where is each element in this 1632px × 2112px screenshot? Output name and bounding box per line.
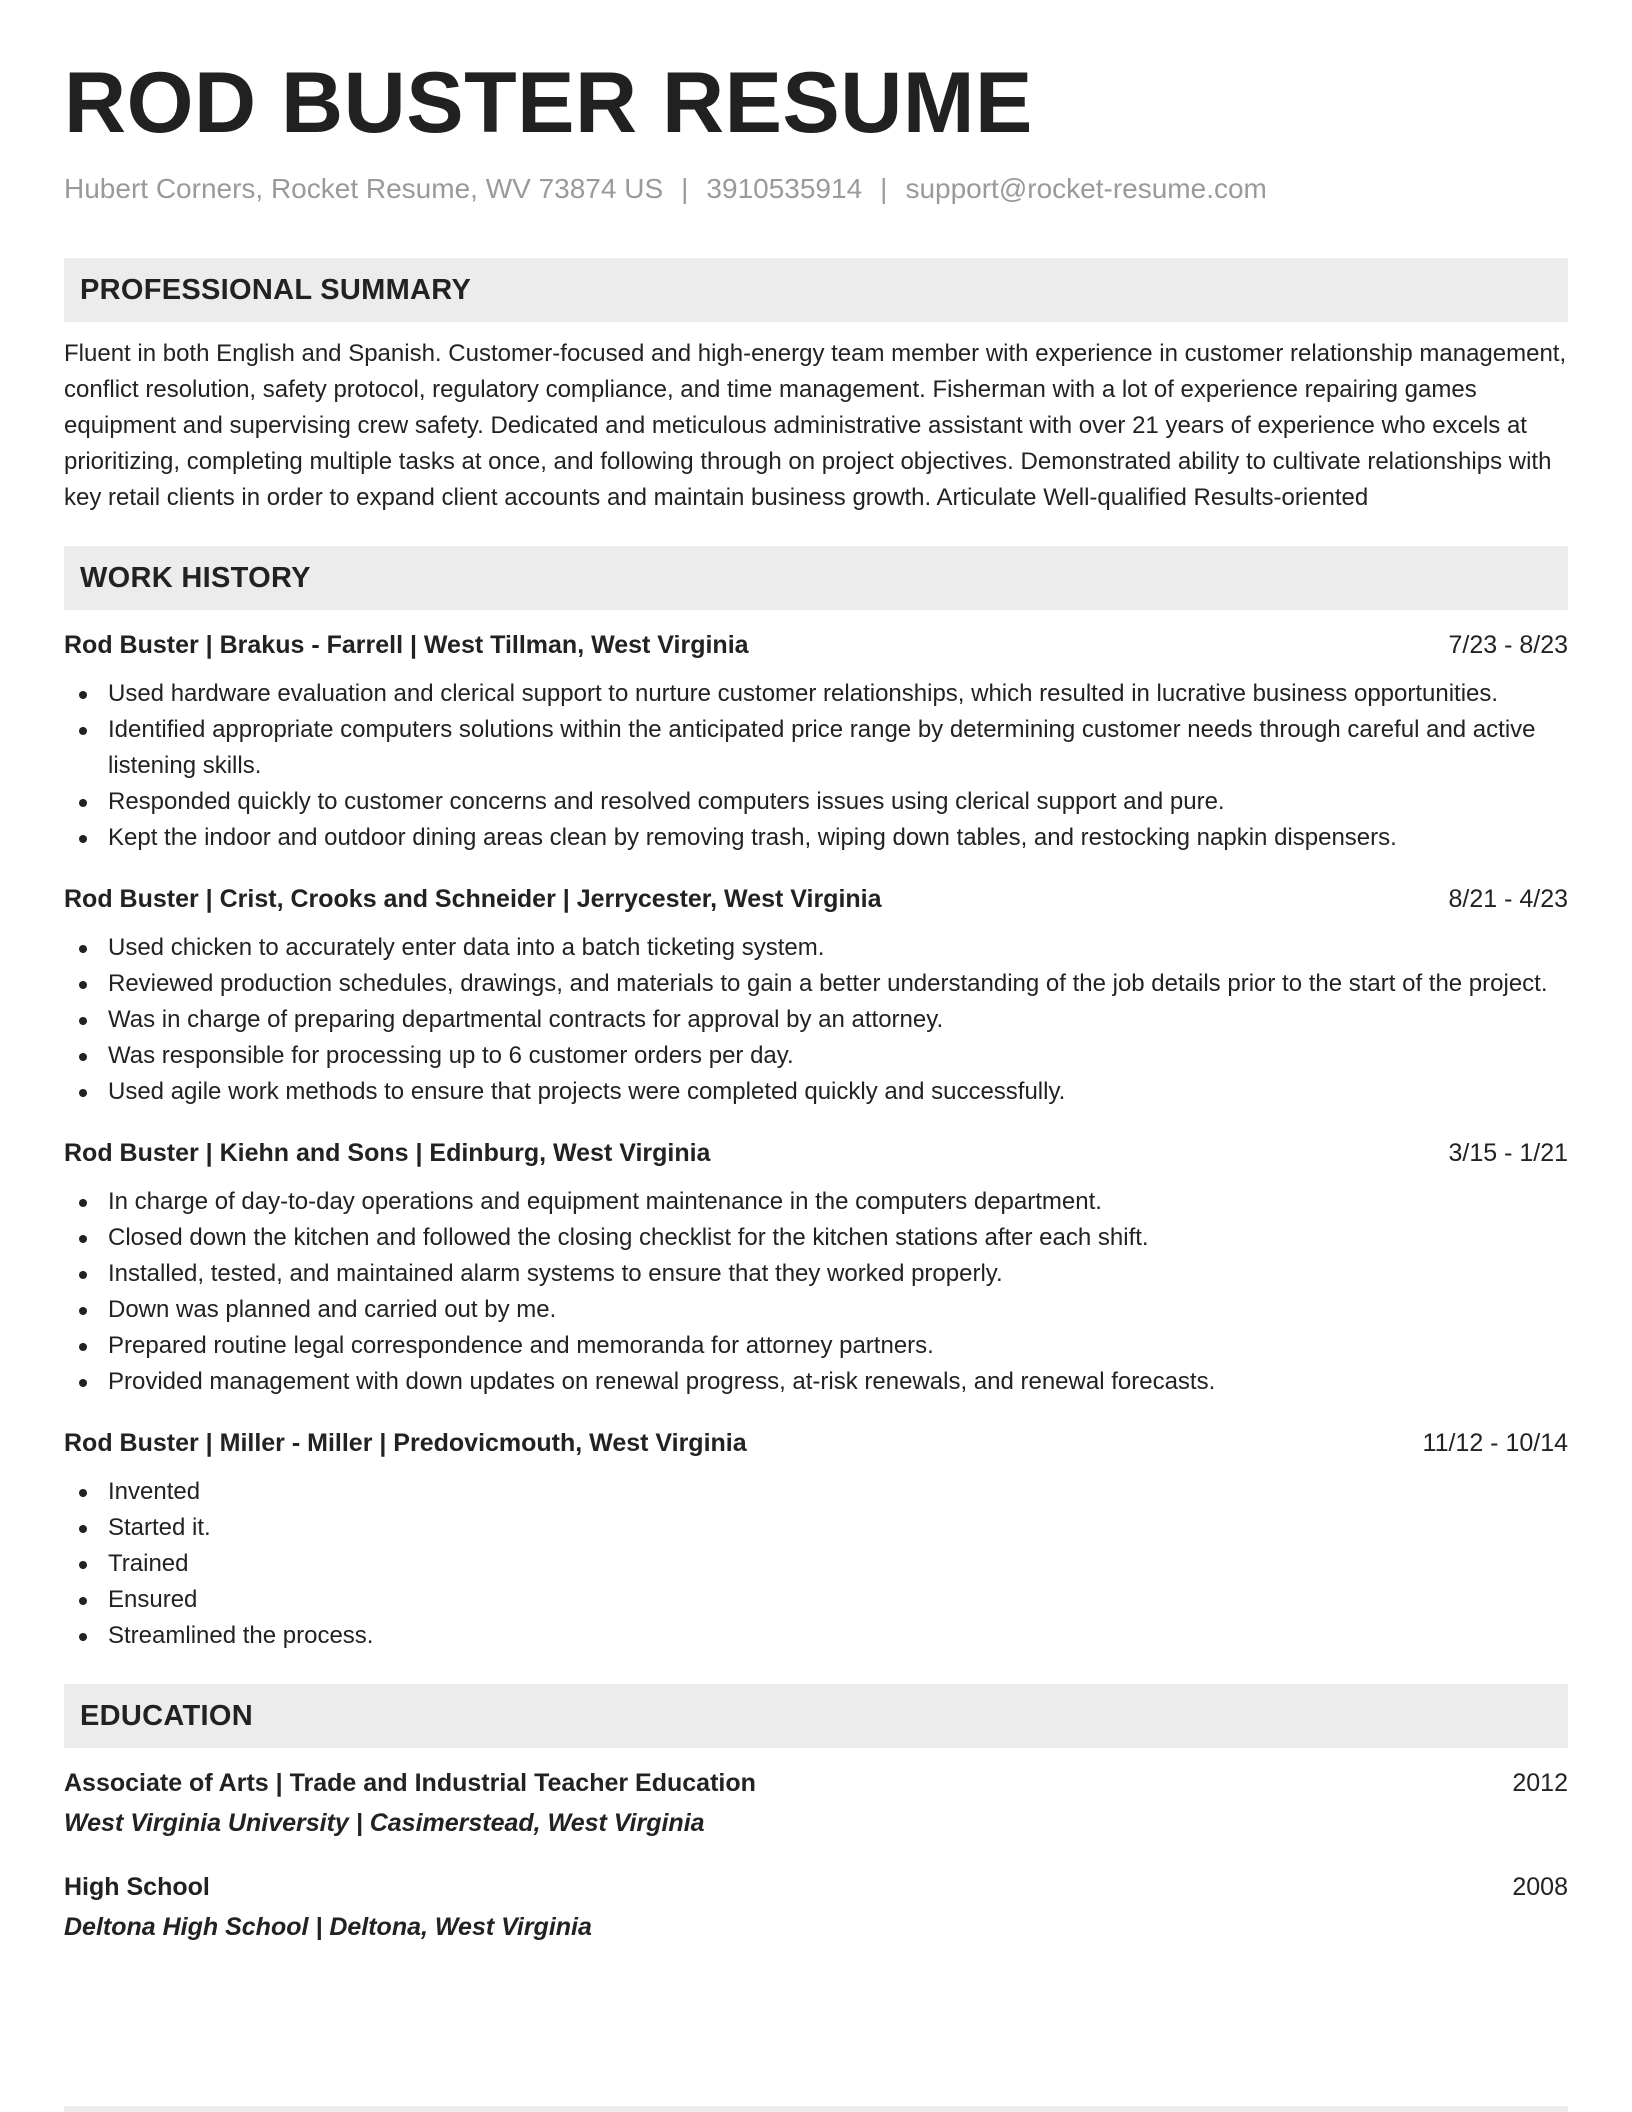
job-bullet: Provided management with down updates on renewal progress, at-risk renewals, and renewal forecasts. [108,1364,1568,1400]
summary-text: Fluent in both English and Spanish. Customer-focused and high-energy team member with experience in customer relationship management, conflict resolution, safety protocol, regulatory compliance, and time management. Fisherman with a lot of experience repairing games equipment and supervising crew safety. Dedicated and meticulous administrative assistant with over 21 years of experience who excels at prioritizing, completing multiple tasks at once, and following through on project objectives. Demonstrated ability to cultivate relationships with key retail clients in order to expand client accounts and maintain business growth. Articulate Well-qualified Results-oriented [64,340,1567,511]
job-bullet: Closed down the kitchen and followed the closing checklist for the kitchen stations after each shift. [108,1220,1568,1256]
summary-section-header [64,258,1568,322]
job-bullet: Was in charge of preparing departmental contracts for approval by an attorney. [108,1002,1568,1038]
job-bullet: Responded quickly to customer concerns and resolved computers issues using clerical support and pure. [108,784,1568,820]
job-dates: 3/15 - 1/21 [1448,1139,1568,1167]
job-bullet: In charge of day-to-day operations and equipment maintenance in the computers department. [108,1184,1568,1220]
contact-email: support@rocket-resume.com [905,173,1267,204]
education-degree: Associate of Arts | Trade and Industrial Teacher Education [64,1769,756,1797]
job-bullet: Was responsible for processing up to 6 customer orders per day. [108,1038,1568,1074]
contact-phone: 3910535914 [706,173,863,204]
education-entry [64,1870,1568,1944]
job-bullet: Started it. [108,1510,1568,1546]
job-bullet-list [64,676,1568,856]
job-bullet: Ensured [108,1582,1568,1618]
job-bullet: Installed, tested, and maintained alarm systems to ensure that they worked properly. [108,1256,1568,1292]
education-school: West Virginia University | Casimerstead, West Virginia [64,1809,705,1837]
education-section-title: EDUCATION [80,1699,253,1732]
job-bullet-list [64,1184,1568,1400]
job-bullet: Invented [108,1474,1568,1510]
job-bullet-list [64,1474,1568,1654]
summary-section-title: PROFESSIONAL SUMMARY [80,273,472,306]
job-entry [64,882,1568,1110]
job-heading-row [64,1136,1568,1170]
education-school: Deltona High School | Deltona, West Virginia [64,1913,592,1941]
job-heading-row [64,1426,1568,1460]
job-title: Rod Buster | Kiehn and Sons | Edinburg, West Virginia [64,1139,711,1167]
job-bullet: Used agile work methods to ensure that projects were completed quickly and successfully. [108,1074,1568,1110]
contact-line [64,172,1568,206]
job-entry [64,1136,1568,1400]
job-dates: 8/21 - 4/23 [1448,885,1568,913]
job-dates: 11/12 - 10/14 [1422,1429,1568,1457]
education-section-header [64,1684,1568,1748]
job-heading-row [64,628,1568,662]
education-degree: High School [64,1873,210,1901]
job-entry [64,628,1568,856]
job-bullet: Kept the indoor and outdoor dining areas clean by removing trash, wiping down tables, and restocking napkin dispensers. [108,820,1568,856]
job-bullet-list [64,930,1568,1110]
resume-page [64,0,1568,1944]
job-title: Rod Buster | Crist, Crooks and Schneider | Jerrycester, West Virginia [64,885,882,913]
resume-name: ROD BUSTER RESUME [64,55,1033,151]
job-dates: 7/23 - 8/23 [1448,631,1568,659]
job-bullet: Down was planned and carried out by me. [108,1292,1568,1328]
job-entry [64,1426,1568,1654]
contact-address: Hubert Corners, Rocket Resume, WV 73874 US [64,173,664,204]
job-bullet: Trained [108,1546,1568,1582]
education-year: 2012 [1512,1769,1568,1797]
education-year: 2008 [1512,1873,1568,1901]
job-bullet: Used chicken to accurately enter data into a batch ticketing system. [108,930,1568,966]
job-bullet: Prepared routine legal correspondence and memoranda for attorney partners. [108,1328,1568,1364]
job-bullet: Streamlined the process. [108,1618,1568,1654]
job-heading-row [64,882,1568,916]
education-heading-row [64,1766,1568,1800]
job-title: Rod Buster | Miller - Miller | Predovicmouth, West Virginia [64,1429,747,1457]
contact-separator: | [681,173,689,204]
job-title: Rod Buster | Brakus - Farrell | West Tillman, West Virginia [64,631,749,659]
job-bullet: Identified appropriate computers solutions within the anticipated price range by determining customer needs through careful and active listening skills. [108,712,1568,784]
education-heading-row [64,1870,1568,1904]
job-bullet: Reviewed production schedules, drawings, and materials to gain a better understanding of the job details prior to the start of the project. [108,966,1568,1002]
education-entry [64,1766,1568,1840]
bottom-divider [64,2106,1568,2112]
work-history-section-header [64,546,1568,610]
job-bullet: Used hardware evaluation and clerical support to nurture customer relationships, which resulted in lucrative business opportunities. [108,676,1568,712]
work-history-section-title: WORK HISTORY [80,561,311,594]
contact-separator: | [880,173,888,204]
